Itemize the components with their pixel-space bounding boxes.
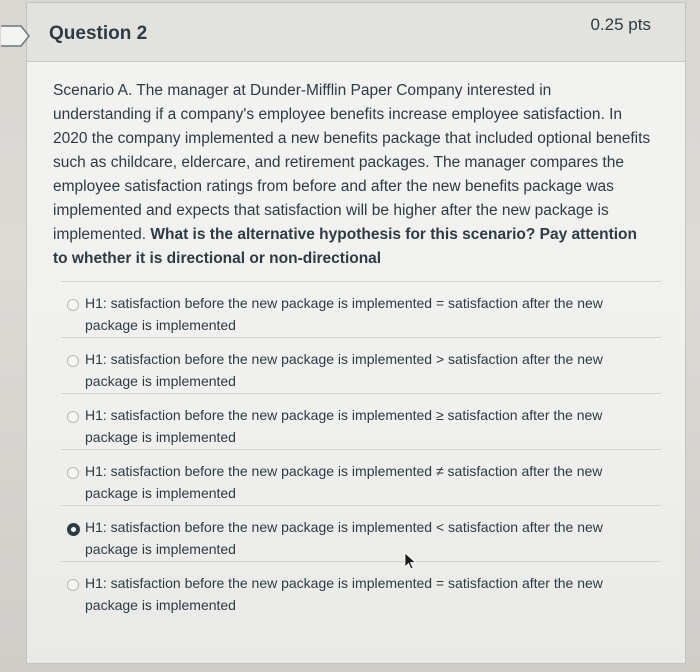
question-title: Question 2 bbox=[49, 23, 148, 44]
radio-button[interactable] bbox=[67, 579, 79, 591]
question-flag-icon[interactable] bbox=[1, 25, 31, 47]
answer-option[interactable] bbox=[61, 281, 661, 337]
radio-button-selected[interactable] bbox=[67, 523, 80, 536]
radio-button[interactable] bbox=[67, 299, 79, 311]
answer-option-selected[interactable] bbox=[61, 505, 661, 561]
answer-option[interactable] bbox=[61, 561, 661, 617]
question-points: 0.25 pts bbox=[590, 15, 651, 34]
answer-label[interactable]: H1: satisfaction before the new package is implemented ≠ satisfaction after the new package is implemented bbox=[85, 463, 603, 501]
answer-label[interactable]: H1: satisfaction before the new package is implemented ≥ satisfaction after the new package is implemented bbox=[85, 407, 603, 445]
answer-label[interactable]: H1: satisfaction before the new package is implemented = satisfaction after the new package is implemented bbox=[85, 575, 603, 613]
answer-list bbox=[61, 281, 661, 617]
question-header bbox=[27, 3, 685, 62]
question-prompt: What is the alternative hypothesis for this scenario? Pay attention to whether it is directional or non-directional bbox=[53, 226, 637, 267]
answer-option[interactable] bbox=[61, 449, 661, 505]
answer-label[interactable]: H1: satisfaction before the new package is implemented > satisfaction after the new package is implemented bbox=[85, 351, 603, 389]
radio-button[interactable] bbox=[67, 355, 79, 367]
answer-label[interactable]: H1: satisfaction before the new package is implemented = satisfaction after the new package is implemented bbox=[85, 295, 603, 333]
radio-button[interactable] bbox=[67, 411, 79, 423]
question-scenario: Scenario A. The manager at Dunder-Mifflin Paper Company interested in understanding if a company's employee benefits increase employee satisfaction. In 2020 the company implemented a new benefits package that included optional benefits such as childcare, eldercare, and retirement packages. The manager compares the employee satisfaction ratings from before and after the new benefits package was implemented and expects that satisfaction will be higher after the new package is implemented. bbox=[53, 82, 651, 243]
question-text bbox=[53, 79, 653, 271]
radio-button[interactable] bbox=[67, 467, 79, 479]
mouse-pointer-icon bbox=[404, 552, 418, 570]
answer-option[interactable] bbox=[61, 393, 661, 449]
answer-label[interactable]: H1: satisfaction before the new package is implemented < satisfaction after the new package is implemented bbox=[85, 519, 603, 557]
answer-option[interactable] bbox=[61, 337, 661, 393]
question-card bbox=[26, 2, 686, 664]
